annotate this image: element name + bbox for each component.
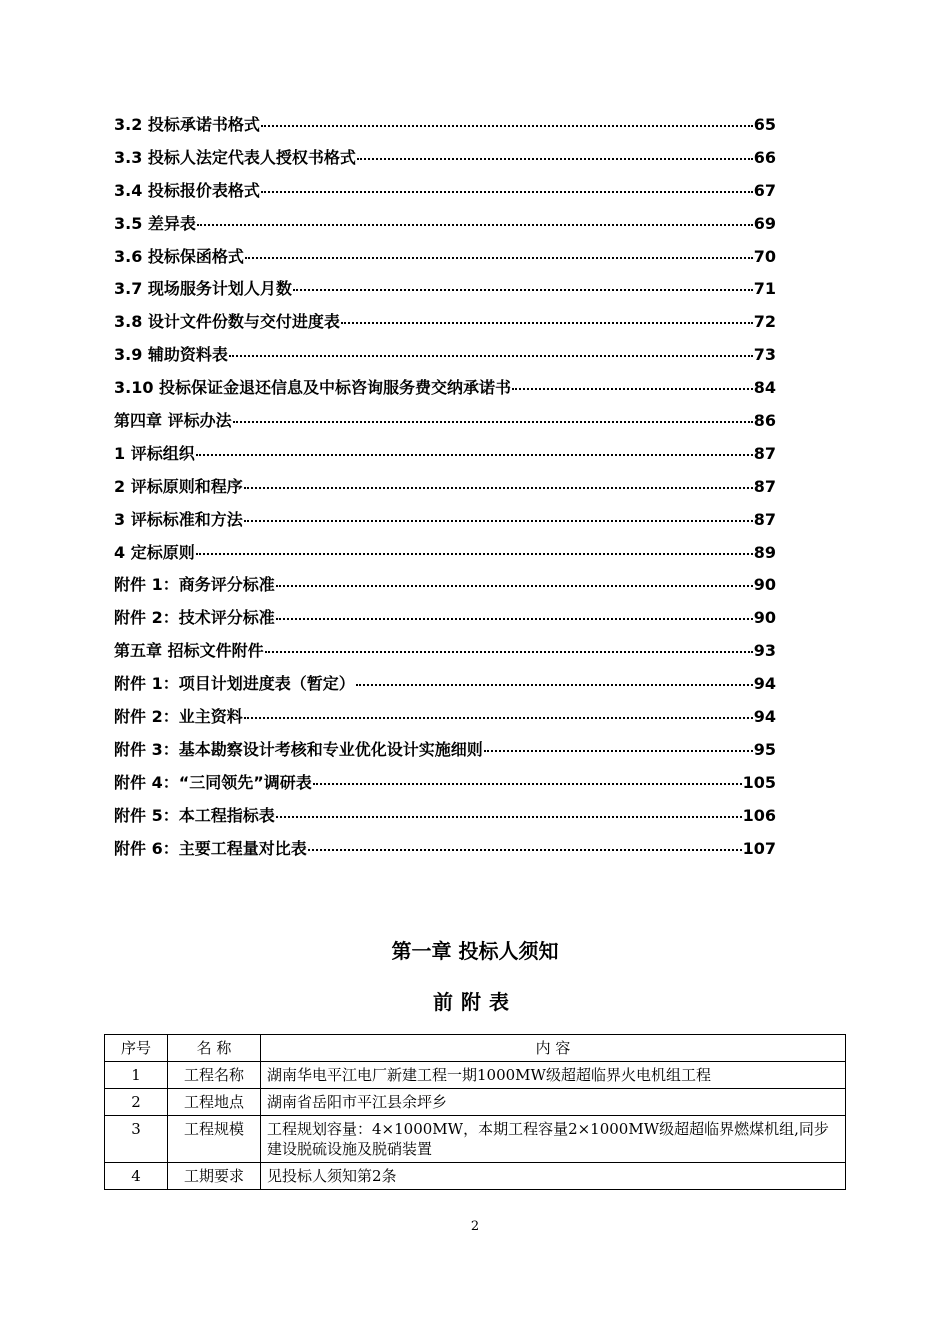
- toc-entry-page: 95: [753, 739, 776, 759]
- row-name: 工期要求: [168, 1163, 261, 1190]
- toc-dot-leader: [341, 322, 753, 324]
- toc-entry[interactable]: [114, 408, 776, 441]
- toc-entry-label: 1 评标组织: [114, 443, 195, 463]
- toc-entry-page: 73: [753, 345, 776, 365]
- toc-entry-label: 第四章 评标办法: [114, 411, 232, 431]
- toc-dot-leader: [512, 388, 753, 390]
- toc-dot-leader: [276, 816, 742, 818]
- toc-entry-page: 70: [753, 246, 776, 266]
- toc-dot-leader: [244, 717, 753, 719]
- toc-entry[interactable]: [114, 671, 776, 704]
- toc-dot-leader: [276, 585, 753, 587]
- toc-entry-page: 90: [753, 608, 776, 628]
- toc-entry-page: 65: [753, 115, 776, 134]
- row-content: 湖南华电平江电厂新建工程一期1000MW级超超临界火电机组工程: [261, 1062, 846, 1089]
- toc-entry-page: 67: [753, 180, 776, 200]
- table-row: [105, 1116, 846, 1163]
- toc-dot-leader: [244, 487, 753, 489]
- toc-entry-label: 3.7 现场服务计划人月数: [114, 279, 292, 299]
- toc-dot-leader: [261, 125, 753, 127]
- toc-entry-page: 84: [753, 378, 776, 398]
- toc-dot-leader: [197, 224, 753, 226]
- toc-entry[interactable]: [114, 145, 776, 178]
- toc-entry-page: 69: [753, 213, 776, 233]
- toc-entry[interactable]: [114, 638, 776, 671]
- toc-entry[interactable]: [114, 474, 776, 507]
- toc-dot-leader: [308, 849, 742, 851]
- toc-entry[interactable]: [114, 737, 776, 770]
- toc-entry[interactable]: [114, 572, 776, 605]
- toc-entry-label: 3.5 差异表: [114, 213, 196, 233]
- toc-entry-page: 87: [753, 476, 776, 496]
- page-number: 2: [470, 1219, 480, 1234]
- toc-dot-leader: [276, 618, 753, 620]
- toc-entry-label: 附件 1：商务评分标准: [114, 575, 275, 595]
- toc-entry-label: 第五章 招标文件附件: [114, 641, 264, 661]
- toc-entry-label: 3.8 设计文件份数与交付进度表: [114, 312, 340, 332]
- toc-entry[interactable]: [114, 309, 776, 342]
- toc-entry[interactable]: [114, 375, 776, 408]
- toc-dot-leader: [229, 355, 753, 357]
- toc-dot-leader: [484, 750, 753, 752]
- toc-entry-label: 附件 2：业主资料: [114, 707, 243, 727]
- toc-dot-leader: [357, 158, 753, 160]
- toc-entry-page: 107: [742, 838, 776, 858]
- toc-entry-page: 105: [742, 772, 776, 792]
- toc-entry[interactable]: [114, 441, 776, 474]
- toc-entry-page: 87: [753, 443, 776, 463]
- toc-entry-label: 3.2 投标承诺书格式: [114, 115, 260, 134]
- row-name: 工程规模: [168, 1116, 261, 1163]
- row-no: 2: [105, 1089, 168, 1116]
- toc-entry[interactable]: [114, 836, 776, 869]
- row-content: 见投标人须知第2条: [261, 1163, 846, 1190]
- header-content: 内 容: [261, 1035, 846, 1062]
- table-row: [105, 1163, 846, 1190]
- row-name: 工程名称: [168, 1062, 261, 1089]
- toc-entry[interactable]: [114, 342, 776, 375]
- toc-entry-page: 94: [753, 707, 776, 727]
- toc-entry[interactable]: [114, 605, 776, 638]
- toc-dot-leader: [244, 520, 753, 522]
- toc-entry[interactable]: [114, 244, 776, 277]
- table-row: [105, 1062, 846, 1089]
- toc-entry-label: 3 评标标准和方法: [114, 509, 243, 529]
- toc-entry-label: 附件 1：项目计划进度表（暂定）: [114, 674, 355, 694]
- toc-entry-label: 3.6 投标保函格式: [114, 246, 244, 266]
- row-content: 工程规划容量：4×1000MW，本期工程容量2×1000MW级超超临界燃煤机组,同步建设脱硫设施及脱硝装置: [261, 1116, 846, 1163]
- toc-entry[interactable]: [114, 770, 776, 803]
- toc-dot-leader: [233, 421, 753, 423]
- table-title: 前附表: [433, 990, 517, 1014]
- toc-entry-label: 2 评标原则和程序: [114, 476, 243, 496]
- toc-dot-leader: [245, 257, 753, 259]
- toc-entry-label: 3.3 投标人法定代表人授权书格式: [114, 147, 356, 167]
- toc-entry-page: 72: [753, 312, 776, 332]
- toc-entry-page: 94: [753, 674, 776, 694]
- toc-entry-page: 71: [753, 279, 776, 299]
- toc-entry-page: 87: [753, 509, 776, 529]
- toc-dot-leader: [196, 454, 753, 456]
- header-name: 名 称: [168, 1035, 261, 1062]
- toc-entry-label: 附件 3：基本勘察设计考核和专业优化设计实施细则: [114, 739, 483, 759]
- table-of-contents: [114, 112, 776, 868]
- appendix-table: [104, 1034, 846, 1190]
- toc-dot-leader: [356, 684, 753, 686]
- toc-entry-page: 90: [753, 575, 776, 595]
- header-no: 序号: [105, 1035, 168, 1062]
- toc-entry[interactable]: [114, 112, 776, 145]
- row-name: 工程地点: [168, 1089, 261, 1116]
- toc-dot-leader: [261, 191, 753, 193]
- toc-dot-leader: [293, 289, 753, 291]
- toc-entry[interactable]: [114, 178, 776, 211]
- toc-entry[interactable]: [114, 211, 776, 244]
- row-content: 湖南省岳阳市平江县余坪乡: [261, 1089, 846, 1116]
- toc-entry[interactable]: [114, 276, 776, 309]
- chapter-title: 第一章 投标人须知: [391, 939, 559, 963]
- toc-entry-label: 附件 6：主要工程量对比表: [114, 838, 307, 858]
- toc-entry-page: 93: [753, 641, 776, 661]
- toc-entry-page: 66: [753, 147, 776, 167]
- toc-entry-page: 89: [753, 542, 776, 562]
- toc-entry-label: 3.10 投标保证金退还信息及中标咨询服务费交纳承诺书: [114, 378, 512, 398]
- toc-entry[interactable]: [114, 803, 776, 836]
- row-no: 3: [105, 1116, 168, 1163]
- toc-entry-page: 86: [753, 411, 776, 431]
- toc-entry[interactable]: [114, 507, 776, 540]
- toc-dot-leader: [196, 553, 753, 555]
- toc-dot-leader: [313, 783, 742, 785]
- toc-entry-page: 106: [742, 805, 776, 825]
- toc-dot-leader: [265, 651, 753, 653]
- toc-entry-label: 附件 4：“三同领先”调研表: [114, 772, 312, 792]
- toc-entry-label: 4 定标原则: [114, 542, 195, 562]
- toc-entry-label: 3.4 投标报价表格式: [114, 180, 260, 200]
- toc-entry-label: 3.9 辅助资料表: [114, 345, 228, 365]
- toc-entry[interactable]: [114, 704, 776, 737]
- toc-entry-label: 附件 5：本工程指标表: [114, 805, 275, 825]
- table-row: [105, 1089, 846, 1116]
- toc-entry[interactable]: [114, 540, 776, 573]
- row-no: 1: [105, 1062, 168, 1089]
- row-no: 4: [105, 1163, 168, 1190]
- table-header-row: [105, 1035, 846, 1062]
- toc-entry-label: 附件 2：技术评分标准: [114, 608, 275, 628]
